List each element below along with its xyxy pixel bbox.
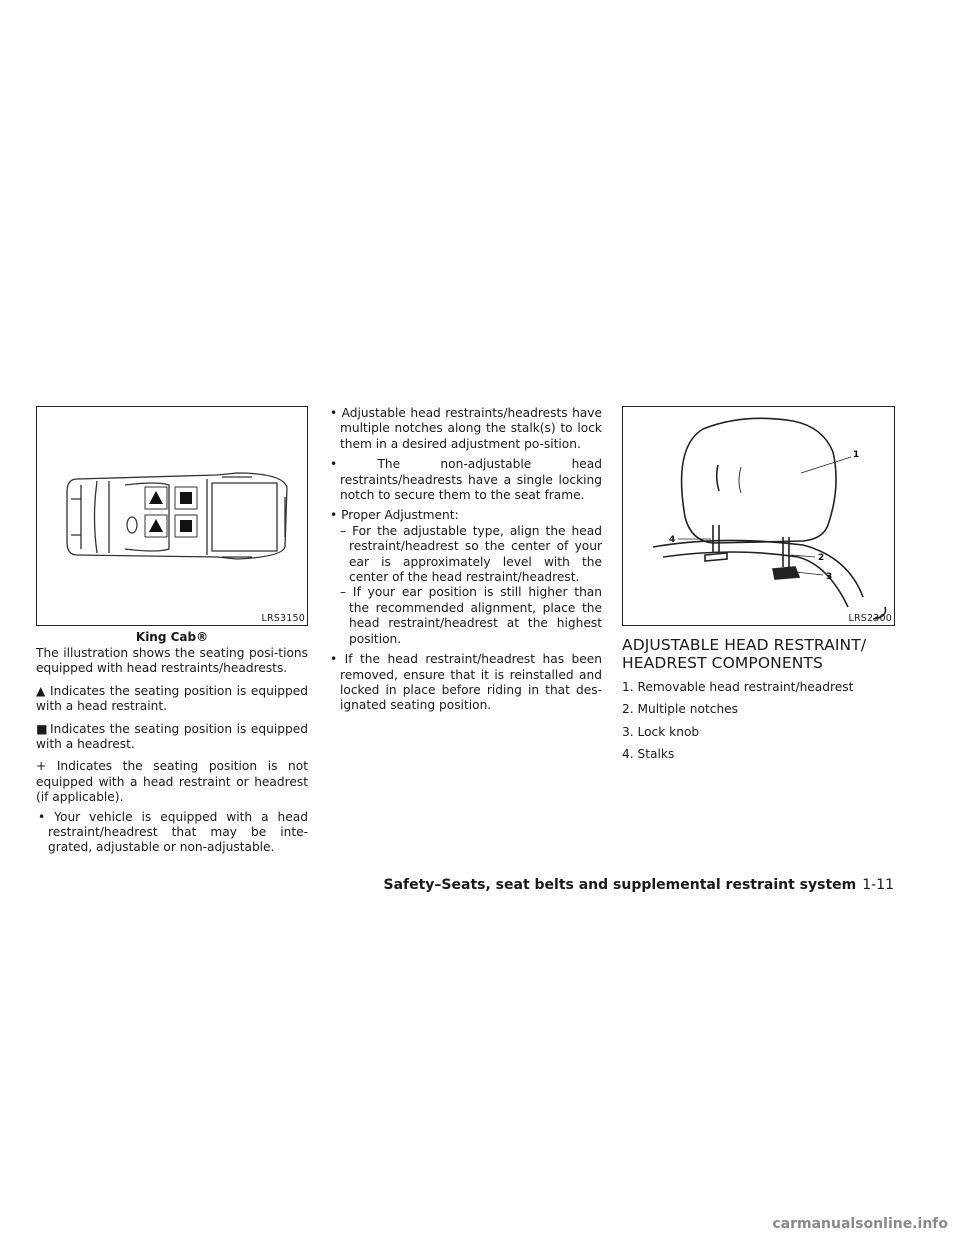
head-restraint-illustration	[623, 407, 894, 625]
bullet-item: • The non-adjustable head restraints/headrests have a single locking notch to secure them to the seat frame.	[330, 457, 602, 503]
bullet-item: • Your vehicle is equipped with a head restraint/headrest that may be inte-grated, adjustable or non-adjustable.	[38, 809, 308, 855]
component-list-item: 1. Removable head restraint/headrest	[622, 680, 854, 694]
king-cab-seating-figure	[36, 406, 308, 626]
column-left	[36, 406, 308, 856]
king-cab-top-view-illustration	[37, 407, 307, 625]
triangle-legend	[36, 684, 308, 715]
callout-2: 2	[818, 553, 825, 563]
bullet-item: • Proper Adjustment:	[330, 508, 459, 523]
square-marker-icon	[180, 520, 192, 532]
column-right	[622, 406, 895, 770]
callout-4: 4	[669, 535, 676, 545]
sub-bullet-item: – If your ear position is still higher than the recommended alignment, place the head restraint/headrest at the highest position.	[340, 585, 602, 646]
page-footer	[384, 877, 895, 893]
callout-1: 1	[853, 450, 860, 460]
component-list-item: 3. Lock knob	[622, 724, 700, 739]
triangle-icon: ▲	[36, 683, 46, 698]
plus-legend: + Indicates the seating position is not equipped with a head restraint or headrest (if applicable).	[36, 759, 308, 805]
bullet-item: • Adjustable head restraints/headrests have multiple notches along the stalk(s) to lock them in a desired adjustment po-sition.	[330, 406, 602, 451]
heading-line-1: ADJUSTABLE HEAD RESTRAINT/	[622, 636, 867, 654]
figure-code: LRS3150	[261, 613, 305, 624]
page-number: 1-11	[862, 877, 894, 893]
square-marker-icon	[180, 492, 192, 504]
square-icon: ■	[36, 721, 48, 736]
heading-line-2: HEADREST COMPONENTS	[622, 654, 823, 672]
sub-bullet-item: – For the adjustable type, align the head restraint/headrest so the center of your ear is approximately level with the center of the head restraint/headrest.	[340, 523, 602, 585]
figure-caption: King Cab®	[135, 630, 209, 644]
watermark: carmanualsonline.info	[772, 1216, 948, 1232]
column-middle	[328, 406, 602, 714]
section-heading	[622, 636, 895, 672]
triangle-legend-text: Indicates the seating position is equipped with a head restraint.	[36, 683, 308, 714]
intro-paragraph: The illustration shows the seating posi-tions equipped with head restraints/headrests.	[36, 646, 308, 676]
callout-3: 3	[826, 572, 833, 582]
square-legend-text: Indicates the seating position is equipped with a headrest.	[36, 721, 308, 752]
figure-code: LRS2300	[848, 613, 892, 624]
bullet-item: • If the head restraint/headrest has been removed, ensure that it is reinstalled and locked in place before riding in that des-ignated seating position.	[330, 652, 602, 713]
component-list-item: 4. Stalks	[622, 747, 675, 762]
component-list-item: 2. Multiple notches	[622, 702, 739, 717]
head-restraint-figure	[622, 406, 895, 626]
footer-section-title: Safety–Seats, seat belts and supplemental restraint system	[383, 877, 857, 893]
square-legend	[36, 722, 308, 753]
